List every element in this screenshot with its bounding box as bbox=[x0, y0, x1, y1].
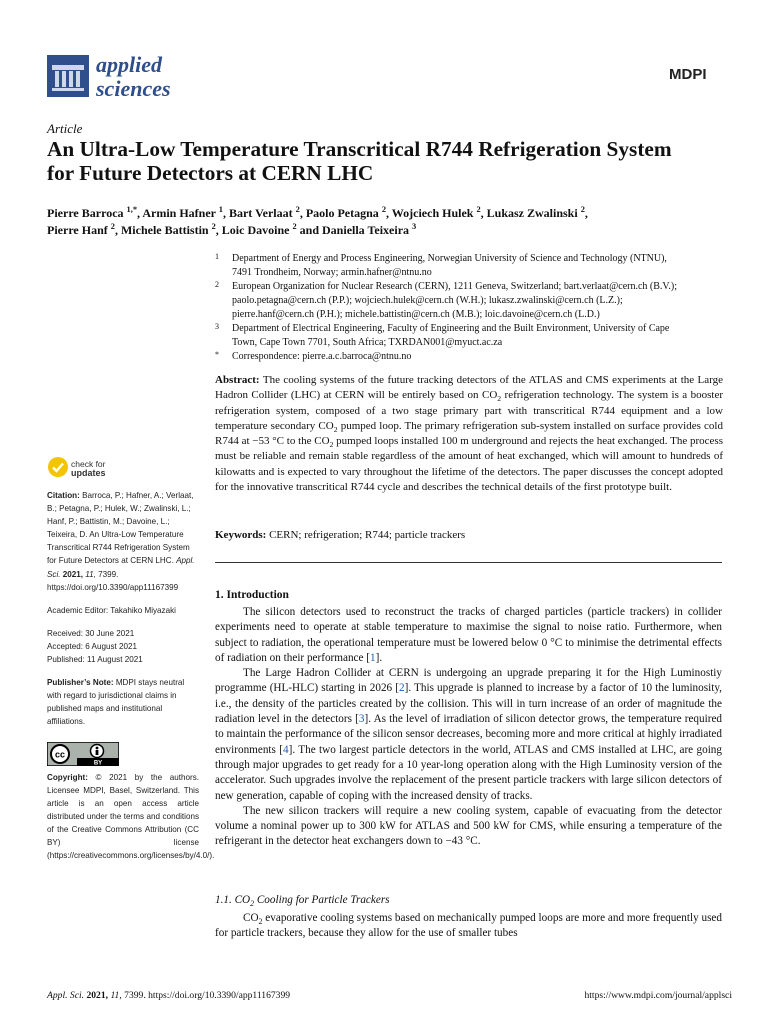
citation-link[interactable]: 2 bbox=[399, 682, 405, 695]
journal-name-line2: sciences bbox=[96, 76, 171, 101]
paragraph-text: ]. bbox=[375, 651, 383, 664]
affiliation-mark: 1 bbox=[215, 252, 219, 261]
affiliation-line: European Organization for Nuclear Research (CERN), 1211 Geneva, Switzerland; bart.verlaat@cern.ch (B.V.); bbox=[232, 281, 677, 292]
check-updates-line2: updates bbox=[71, 468, 106, 478]
journal-name bbox=[96, 53, 171, 101]
affiliation-item bbox=[215, 322, 725, 350]
affiliation-mark: 2 bbox=[215, 280, 219, 289]
author-name: Lukasz Zwalinski bbox=[486, 206, 578, 220]
author-affil-mark: 1 bbox=[218, 205, 223, 214]
svg-text:cc: cc bbox=[54, 749, 66, 759]
footer-volume: 11, bbox=[110, 990, 122, 1001]
citation-text: Barroca, P.; Hafner, A.; Verlaat, B.; Petagna, P.; Hulek, W.; Zwalinski, L.; Hanf, P.; Battistin, M.; Davoine, L.; Teixeira, D. An Ultra-Low Temperature Transcritical R744 Refrigeration System for Future Detectors at CERN LHC. bbox=[47, 491, 194, 566]
subscript: 2 bbox=[497, 394, 502, 404]
affiliation-line: pierre.hanf@cern.ch (P.H.); michele.battistin@cern.ch (M.B.); loic.davoine@cern.ch (L.D.) bbox=[232, 309, 600, 320]
author-name: Armin Hafner bbox=[142, 206, 216, 220]
affiliation-line: 7491 Trondheim, Norway; armin.hafner@ntnu.no bbox=[232, 267, 432, 278]
affiliation-list bbox=[215, 252, 725, 364]
subsection-body bbox=[215, 911, 722, 942]
publisher-note-text: MDPI stays neutral with regard to jurisdictional claims in published maps and institutional affiliations. bbox=[47, 678, 185, 727]
abstract-label: Abstract: bbox=[215, 374, 260, 386]
citation-year: 2021, bbox=[62, 569, 84, 579]
affiliation-item bbox=[215, 252, 725, 280]
section-heading: 1. Introduction bbox=[215, 589, 289, 601]
copyright-label: Copyright: bbox=[47, 772, 88, 782]
subsection-text: Cooling for Particle Trackers bbox=[254, 894, 390, 906]
affiliation-mark: * bbox=[215, 350, 219, 359]
article-type: Article bbox=[47, 121, 83, 136]
paragraph: The new silicon trackers will require a new cooling system, capable of evacuating from the detector volume a nominal power up to 300 kW for ATLAS and 500 kW for CMS, while ensuring a temperature of the refrigerant in the detector heat exchangers down to −43 °C. bbox=[215, 804, 722, 848]
check-for-updates-badge[interactable] bbox=[47, 456, 167, 484]
citation-link[interactable]: 4 bbox=[283, 743, 289, 756]
author-name: Pierre Barroca bbox=[47, 206, 124, 220]
keywords-text: CERN; refrigeration; R744; particle trackers bbox=[269, 529, 466, 541]
article-title: An Ultra-Low Temperature Transcritical R744 Refrigeration System for Future Detectors at CERN LHC bbox=[47, 137, 672, 185]
author-affil-mark: 2 bbox=[211, 222, 216, 231]
citation-doi[interactable]: 7399. https://doi.org/10.3390/app11167399 bbox=[47, 569, 179, 592]
subsection-text: 1.1. CO bbox=[215, 894, 251, 906]
copyright-text: © 2021 by the authors. Licensee MDPI, Basel, Switzerland. This article is an open access article distributed under the terms and conditions of the Creative Commons Attribution (CC BY) license (https://creativecommons.org/licenses/by/4.0/). bbox=[47, 772, 215, 861]
citation-link[interactable]: 3 bbox=[358, 713, 365, 726]
author-affil-mark: 2 bbox=[381, 205, 386, 214]
journal-logo bbox=[47, 55, 89, 97]
subscript: 2 bbox=[333, 425, 338, 435]
publisher-note-label: Publisher’s Note: bbox=[47, 678, 114, 688]
affiliation-line: Department of Electrical Engineering, Faculty of Engineering and the Built Environment, University of Cape bbox=[232, 323, 670, 334]
author-affil-mark: 2 bbox=[292, 222, 297, 231]
paragraph-text: ]. As the level of irradiation of silicon detector grows, the temperature required to maintain the performance of the silicon sensor decreases, becoming more and more critical at highly irradiated environments [ bbox=[215, 713, 722, 756]
paragraph-text: CO bbox=[243, 912, 259, 924]
published-date: Published: 11 August 2021 bbox=[47, 655, 143, 665]
footer-doi[interactable]: 7399. https://doi.org/10.3390/app11167399 bbox=[124, 990, 291, 1001]
subscript: 2 bbox=[250, 899, 255, 909]
introduction-body bbox=[215, 605, 722, 850]
author-name: Wojciech Hulek bbox=[391, 206, 474, 220]
abstract-text: The cooling systems of the future tracking detectors of the ATLAS and CMS experiments at the Large Hadron Collider (LHC) at CERN will be entirely based on CO bbox=[215, 374, 723, 402]
citation-volume: 11, bbox=[85, 569, 96, 579]
author-name: Pierre Hanf bbox=[47, 223, 108, 237]
subscript: 2 bbox=[258, 917, 263, 927]
affiliation-line: Department of Energy and Process Engineering, Norwegian University of Science and Technology (NTNU), bbox=[232, 253, 667, 264]
check-updates-icon bbox=[47, 456, 69, 478]
author-name: Michele Battistin bbox=[120, 223, 209, 237]
academic-editor: Academic Editor: Takahiko Miyazaki bbox=[47, 605, 176, 615]
affiliation-line: paolo.petagna@cern.ch (P.P.); wojciech.hulek@cern.ch (W.H.); lukasz.zwalinski@cern.ch (L.Z.); bbox=[232, 295, 623, 306]
cc-by-label: BY bbox=[93, 760, 103, 766]
publisher-note bbox=[47, 676, 199, 728]
paragraph-text: evaporative cooling systems based on mechanically pumped loops are more and more frequently used for particle trackers, because they allow for the use of smaller tubes bbox=[215, 912, 722, 940]
author-affil-mark: 1,* bbox=[126, 205, 137, 214]
abstract bbox=[215, 373, 723, 495]
abstract-text: pumped loop. The primary refrigeration sub-system installed on surface provides cold R744 at −53 °C to the CO bbox=[215, 419, 723, 448]
subsection-heading bbox=[215, 894, 390, 909]
abstract-text: pumped loops installed 100 m underground and rejects the heat exchanged. The process must be reliable and remain stable regardless of the amount of heat exchanged, which will amount to hundreds of kilowatts and is expected to vary throughout the lifetime of the detectors. The paper discusses the concept adopted for the innovative transcritical R744 cycle and describes the technical details of the first prototype built. bbox=[215, 435, 723, 494]
paragraph-text: ]. This upgrade is planned to increase by a factor of 10 the luminosity, i.e., the density of the particles created by the collision. This will in turn increase of an order of magnitude the radiation level in the detectors [ bbox=[215, 682, 722, 726]
journal-name-line1: applied bbox=[96, 52, 162, 77]
author-affil-mark: 2 bbox=[476, 205, 481, 214]
affiliation-item bbox=[215, 350, 725, 364]
author-list: Pierre Barroca $^{1,*}$, Armin Hafner $^1$, Bart Verlaat $^2$, Paolo Petagna $^2$, Wojciech Hulek $^2$, Lukasz Zwalinski $^2$, Pierre Hanf $^2$, Michele Battistin $^2$, Loic Davoine $^2$ and Daniella Teixeira $^3$ bbox=[47, 205, 588, 237]
keywords-label: Keywords: bbox=[215, 529, 267, 541]
copyright-notice bbox=[47, 771, 215, 863]
footer-citation bbox=[47, 990, 290, 1001]
paragraph-text: The silicon detectors used to reconstruct the tracks of charged particles (particle trackers) in collider experiments need to operate at stable temperature to maximise the signal to noise ratio. Furthermore, when subject to radiation, the operational temperature must be lowered below 0 °C to minimise the detrimental effects of radiation on their performance [ bbox=[215, 606, 722, 664]
check-updates-line1: check for bbox=[71, 459, 106, 469]
citation-label: Citation: bbox=[47, 491, 80, 500]
footer-journal: Appl. Sci. bbox=[47, 990, 85, 1001]
paragraph bbox=[215, 911, 722, 942]
author-affil-mark: 2 bbox=[110, 222, 115, 231]
citation bbox=[47, 489, 199, 594]
publisher-logo bbox=[669, 66, 707, 83]
citation-journal: Appl. Sci. bbox=[47, 556, 195, 579]
author-name: Bart Verlaat bbox=[228, 206, 293, 220]
accepted-date: Accepted: 6 August 2021 bbox=[47, 641, 137, 651]
paragraph bbox=[215, 605, 722, 666]
check-updates-text bbox=[71, 460, 106, 478]
footer-journal-url[interactable]: https://www.mdpi.com/journal/applsci bbox=[584, 990, 732, 1001]
author-affil-mark: 2 bbox=[580, 205, 585, 214]
cc-by-license-badge[interactable] bbox=[47, 742, 119, 766]
keywords bbox=[215, 529, 465, 541]
section-divider bbox=[215, 562, 722, 563]
paragraph-text: ]. The two largest particle detectors in the world, ATLAS and CMS installed at LHC, are going through major upgrades to get ready for a 10 year-long operation along with the High Luminosity version of the accelerator. Such upgrades involve the replacement of the present particle trackers with large silicon detectors of new generation, capable of coping with the increased density of tracks. bbox=[215, 743, 722, 802]
citation-link[interactable]: 1 bbox=[370, 651, 376, 664]
footer-year: 2021, bbox=[86, 990, 109, 1001]
affiliation-line: Correspondence: pierre.a.c.barroca@ntnu.no bbox=[232, 351, 412, 362]
author-affil-mark: 3 bbox=[412, 222, 417, 231]
author-name: Daniella Teixeira bbox=[322, 223, 410, 237]
sidebar bbox=[47, 489, 215, 862]
affiliation-line: Town, Cape Town 7701, South Africa; TXRDAN001@myuct.ac.za bbox=[232, 337, 503, 348]
received-date: Received: 30 June 2021 bbox=[47, 628, 135, 638]
author-affil-mark: 2 bbox=[295, 205, 300, 214]
author-name: Paolo Petagna bbox=[305, 206, 379, 220]
affiliation-mark: 3 bbox=[215, 322, 219, 331]
paragraph bbox=[215, 666, 722, 804]
abstract-text: refrigeration technology. The system is a booster refrigeration system, composed of a two stage primary part with transcritical R744 equipment and a low temperature secondary CO bbox=[215, 389, 723, 432]
subscript: 2 bbox=[329, 440, 334, 450]
author-name: Loic Davoine bbox=[221, 223, 290, 237]
publisher-label: MDPI bbox=[669, 66, 707, 83]
affiliation-item bbox=[215, 280, 725, 322]
paragraph-text: The Large Hadron Collider at CERN is undergoing an upgrade preparing it for the High Luminostiy programme (HL-HLC) starting in 2026 [ bbox=[215, 667, 722, 695]
